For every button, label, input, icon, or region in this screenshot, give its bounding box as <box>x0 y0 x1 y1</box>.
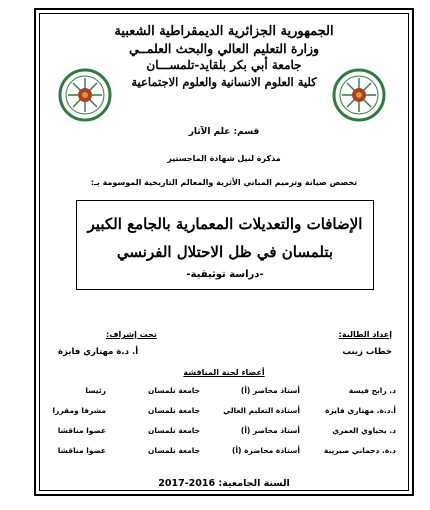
member-role: عضوا مناقشا <box>57 446 106 455</box>
member-rank: أستاذ محاضر (أ) <box>240 386 300 395</box>
republic-heading: الجمهورية الجزائرية الديمقراطية الشعبية <box>114 24 334 39</box>
member-university: جامعة تلمسان <box>147 426 200 435</box>
thesis-title-box <box>76 200 374 290</box>
member-name: أ.د.ة. مهتاري فايزة <box>325 406 396 415</box>
member-rank: أستاذ محاضر (أ) <box>240 426 300 435</box>
department-label: قسم: علم الآثار <box>188 127 260 137</box>
academic-year-label: السنة الجامعية: <box>218 478 290 489</box>
specialization-line: تخصص صيانة وترميم المباني الأثرية والمعالم التاريخية الموسومة بـ: <box>90 178 358 187</box>
university-heading: جامعة أبي بكر بلقايد-تلمســـان <box>146 58 302 72</box>
thesis-title-line-3: -دراسة توثيقية- <box>186 269 264 280</box>
committee-title: أعضاء لجنة المناقشة <box>183 368 265 377</box>
member-rank: أستاذة التعليم العالي <box>223 406 300 415</box>
faculty-heading: كلية العلوم الانسانية والعلوم الاجتماعية <box>131 75 317 89</box>
member-university: جامعة تلمسان <box>147 446 200 455</box>
thesis-title-line-2: بتلمسان في ظل الاحتلال الفرنسي <box>116 243 334 261</box>
student-name: خطاب زينب <box>342 347 392 357</box>
thesis-title-line-1: الإضافات والتعديلات المعمارية بالجامع الكبير <box>87 215 363 233</box>
student-label: إعداد الطالبة: <box>338 330 392 339</box>
member-university: جامعة تلمسان <box>147 386 200 395</box>
committee-row <box>50 386 398 400</box>
committee-row <box>50 426 398 440</box>
thesis-cover-page <box>34 8 414 496</box>
member-role: مشرفا ومقررا <box>52 406 106 415</box>
member-role: عضوا مناقشا <box>57 426 106 435</box>
supervisor-label: تحت إشراف: <box>106 330 157 339</box>
academic-year-value: 2016-2017 <box>158 478 216 489</box>
university-seal-icon <box>58 68 112 122</box>
academic-year <box>36 478 412 489</box>
committee-row <box>50 446 398 460</box>
ministry-heading: وزارة التعليم العالي والبحث العلمــي <box>128 41 320 56</box>
member-name: د.ة. دحماني صبرينة <box>323 446 396 455</box>
member-university: جامعة تلمسان <box>147 406 200 415</box>
supervisor-name: أ. د.ة مهتاري فايزة <box>58 347 139 357</box>
member-name: د. رابح فيسة <box>348 386 396 395</box>
member-rank: أستاذة محاضرة (أ) <box>232 446 300 455</box>
memo-subtitle: مذكرة لنيل شهادة الماجستير <box>167 154 281 163</box>
member-role: رئيسا <box>85 386 106 395</box>
member-name: د. يحياوي العمري <box>332 426 396 435</box>
committee-row <box>50 406 398 420</box>
